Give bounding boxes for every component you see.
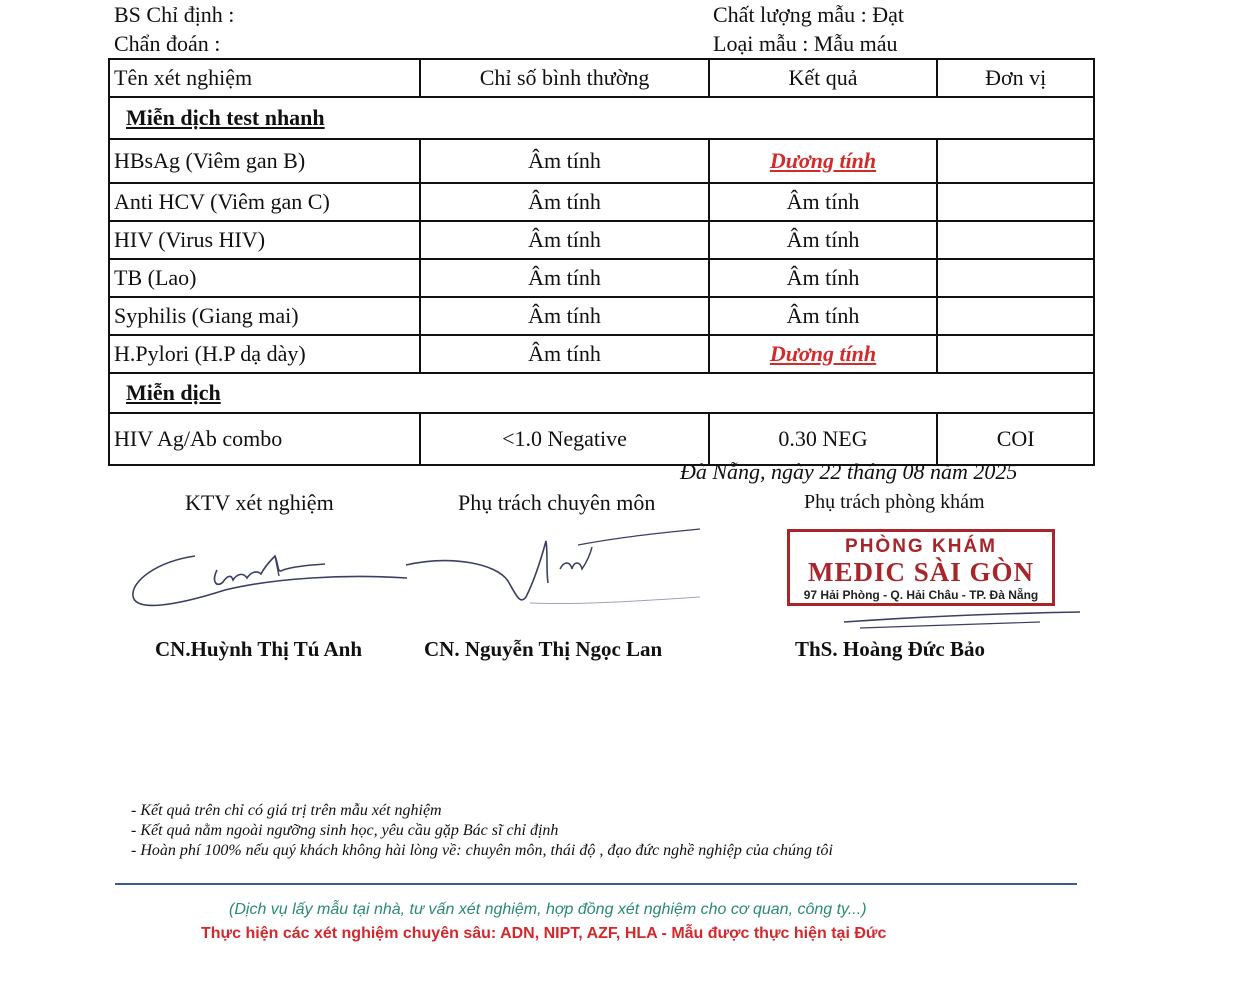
result-value	[709, 139, 938, 183]
result-value: Âm tính	[709, 297, 938, 335]
table-row	[109, 413, 1094, 465]
test-name: TB (Lao)	[109, 259, 420, 297]
result-value: Âm tính	[709, 221, 938, 259]
test-name: HIV Ag/Ab combo	[109, 413, 420, 465]
unit-value	[937, 221, 1094, 259]
normal-value: Âm tính	[420, 221, 708, 259]
note-item: - Kết quả nằm ngoài ngưỡng sinh học, yêu cầu gặp Bác sĩ chỉ định	[131, 822, 559, 839]
expert-name: CN. Nguyễn Thị Ngọc Lan	[424, 637, 663, 661]
positive-result: Dương tính	[769, 148, 877, 173]
doctor-label: BS Chỉ định :	[114, 2, 235, 27]
result-value	[709, 335, 938, 373]
clinic-stamp	[787, 529, 1055, 606]
normal-value: Âm tính	[420, 139, 708, 183]
ktv-signature	[125, 540, 415, 620]
table-row	[109, 259, 1094, 297]
test-name: H.Pylori (H.P dạ dày)	[109, 335, 420, 373]
section-title: Miễn dịch	[126, 380, 221, 405]
normal-value: Âm tính	[420, 335, 708, 373]
unit-value	[937, 297, 1094, 335]
column-header: Kết quả	[709, 59, 938, 97]
expert-signature	[400, 525, 705, 610]
table-row	[109, 335, 1094, 373]
normal-value: Âm tính	[420, 297, 708, 335]
test-name: Anti HCV (Viêm gan C)	[109, 183, 420, 221]
stamp-line-3: 97 Hải Phòng - Q. Hải Châu - TP. Đà Nẵng	[803, 588, 1039, 602]
note-item: - Hoàn phí 100% nếu quý khách không hài lòng về: chuyên môn, thái độ , đạo đức nghề nghiệp của chúng tôi	[131, 842, 833, 859]
result-value: 0.30 NEG	[709, 413, 938, 465]
date-line: Đà Nẵng, ngày 22 tháng 08 năm 2025	[680, 459, 1018, 484]
section-row	[109, 97, 1094, 139]
unit-value	[937, 335, 1094, 373]
unit-value: COI	[937, 413, 1094, 465]
section-row	[109, 373, 1094, 413]
sample-quality: Chất lượng mẫu : Đạt	[713, 2, 904, 27]
unit-value	[937, 259, 1094, 297]
expert-title: Phụ trách chuyên môn	[458, 490, 656, 515]
column-header: Tên xét nghiệm	[109, 59, 420, 97]
clinic-signature	[840, 604, 1085, 632]
column-header: Chỉ số bình thường	[420, 59, 708, 97]
section-title: Miễn dịch test nhanh	[126, 105, 325, 130]
unit-value	[937, 183, 1094, 221]
table-row	[109, 139, 1094, 183]
normal-value: Âm tính	[420, 259, 708, 297]
note-item: - Kết quả trên chỉ có giá trị trên mẫu xét nghiệm	[131, 802, 442, 819]
positive-result: Dương tính	[769, 341, 877, 366]
column-header: Đơn vị	[937, 59, 1094, 97]
footer-services: (Dịch vụ lấy mẫu tại nhà, tư vấn xét nghiệm, hợp đồng xét nghiệm cho cơ quan, công ty...)	[229, 901, 867, 918]
ktv-name: CN.Huỳnh Thị Tú Anh	[155, 637, 363, 661]
result-value: Âm tính	[709, 183, 938, 221]
notes-block	[131, 801, 833, 861]
stamp-line-2: MEDIC SÀI GÒN	[807, 557, 1035, 587]
results-table	[108, 58, 1095, 466]
normal-value: Âm tính	[420, 183, 708, 221]
sample-type: Loại mẫu : Mẫu máu	[713, 31, 898, 56]
clinic-name: ThS. Hoàng Đức Bảo	[795, 637, 985, 661]
clinic-title: Phụ trách phòng khám	[804, 491, 985, 513]
result-value: Âm tính	[709, 259, 938, 297]
diagnosis-label: Chẩn đoán :	[114, 31, 221, 56]
test-name: HBsAg (Viêm gan B)	[109, 139, 420, 183]
unit-value	[937, 139, 1094, 183]
ktv-title: KTV xét nghiệm	[185, 490, 334, 515]
test-name: HIV (Virus HIV)	[109, 221, 420, 259]
footer-divider	[115, 883, 1077, 885]
stamp-line-1: PHÒNG KHÁM	[845, 536, 997, 557]
footer-advanced: Thực hiện các xét nghiệm chuyên sâu: ADN, NIPT, AZF, HLA - Mẫu được thực hiện tại Đức	[201, 925, 887, 942]
table-row	[109, 297, 1094, 335]
table-row	[109, 221, 1094, 259]
test-name: Syphilis (Giang mai)	[109, 297, 420, 335]
table-row	[109, 183, 1094, 221]
table-header-row	[109, 59, 1094, 97]
normal-value: <1.0 Negative	[420, 413, 708, 465]
